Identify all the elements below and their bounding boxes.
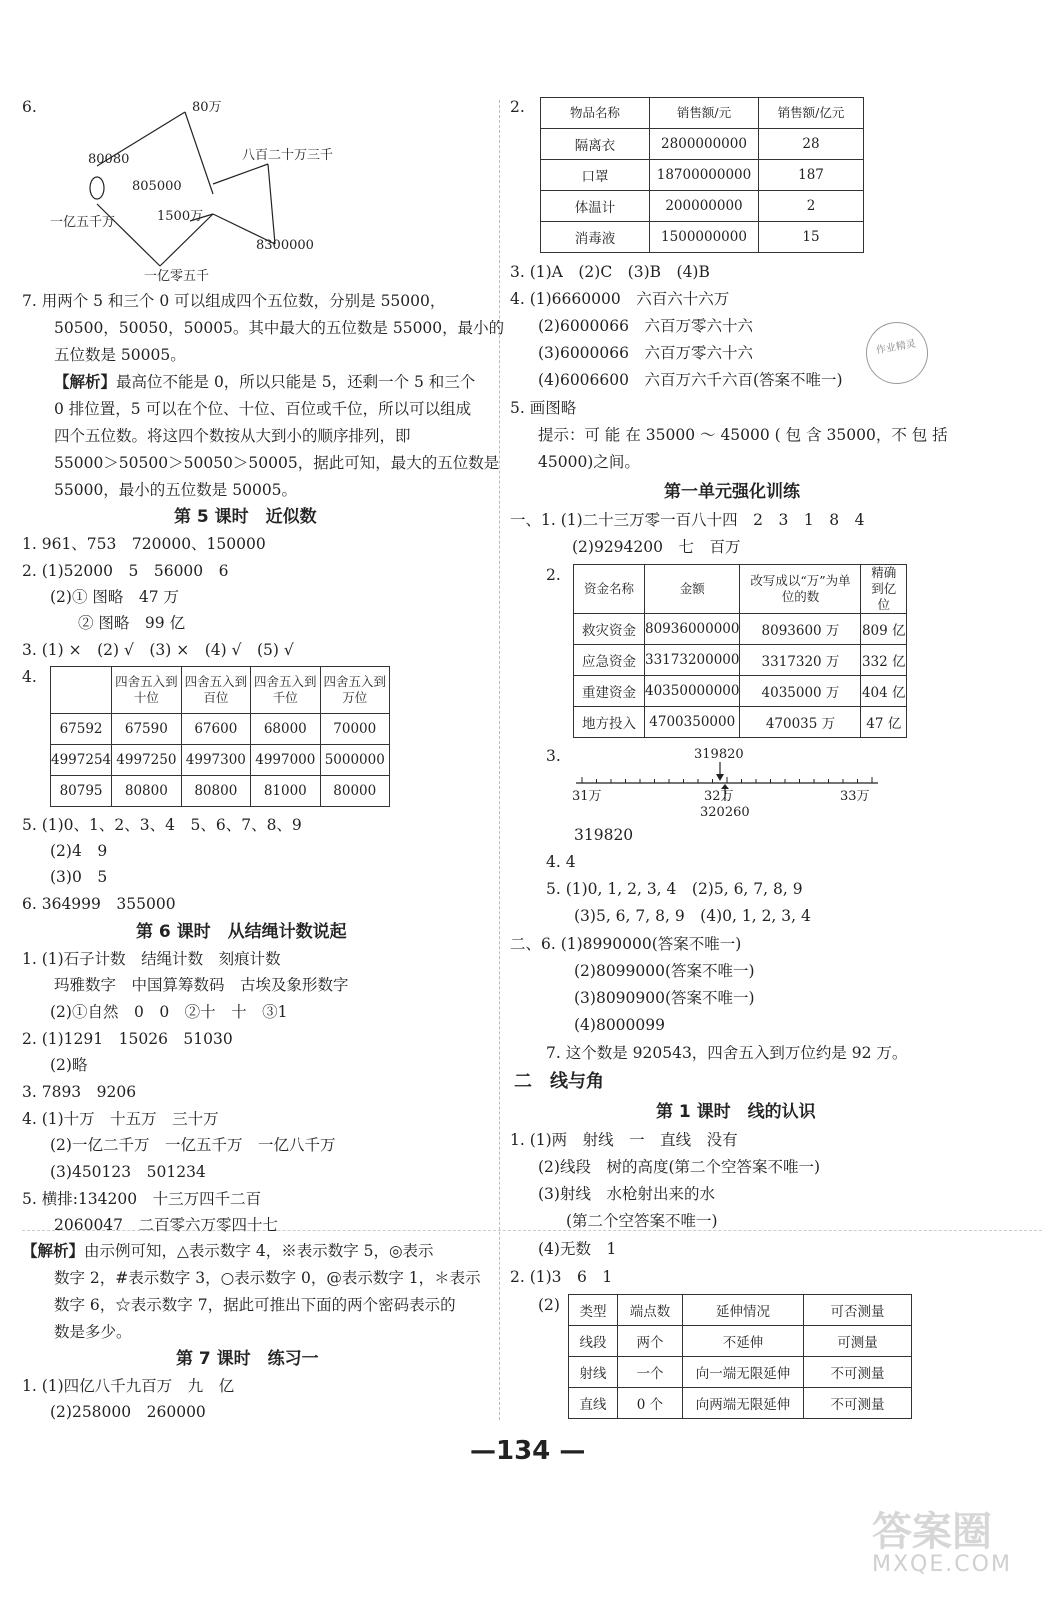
table-row: 射线 一个 向一端无限延伸 不可测量 (569, 1357, 912, 1388)
node-805000: 805000 (132, 179, 182, 194)
c-q1e: (4)无数 1 (538, 1240, 617, 1258)
r-q5c: 45000)之间。 (538, 453, 640, 471)
lesson6-heading: 第 6 课时 从结绳计数说起 (136, 922, 347, 942)
table-header-row: 物品名称 销售额/元 销售额/亿元 (541, 98, 864, 129)
node-80wan: 80万 (192, 100, 222, 115)
table-row: 隔离衣 2800000000 28 (541, 129, 864, 160)
sales-table (540, 97, 864, 253)
numline-right-label: 33万 (840, 789, 870, 804)
c-q1a: 1. (1)两 射线 一 直线 没有 (510, 1131, 738, 1149)
numline-bottom-label: 320260 (700, 805, 750, 820)
l5-q2c: ② 图略 99 亿 (78, 614, 186, 632)
analysis-1-line2: 0 排位置，5 可以在个位、十位、百位或千位，所以可以组成 (54, 400, 472, 418)
table-row: 体温计 200000000 2 (541, 191, 864, 222)
numline-left-label: 31万 (572, 789, 602, 804)
u-q5b: (3)5, 6, 7, 8, 9 (4)0, 1, 2, 3, 4 (574, 907, 811, 925)
analysis-1-line1: 【解析】最高位不能是 0，所以只能是 5，还剩一个 5 和三个 (54, 372, 476, 391)
numline-mid-label: 32万 (704, 789, 734, 804)
table-header-row: 类型 端点数 延伸情况 可否测量 (569, 1295, 912, 1326)
table-header-row: 四舍五入到十位 四舍五入到百位 四舍五入到千位 四舍五入到万位 (51, 667, 390, 714)
node-yiyiwuqianwan: 一亿五千万 (50, 215, 116, 230)
l7-q1b: (2)258000 260000 (50, 1403, 206, 1421)
l6-q4c: (3)450123 501234 (50, 1163, 206, 1181)
l5-q5a: 5. (1)0、1、2、3、4 5、6、7、8、9 (22, 816, 302, 834)
analysis-2-line2: 数字 2，#表示数字 3，○表示数字 0，@表示数字 1，＊表示 (54, 1269, 481, 1287)
table-row: 直线 0 个 向两端无限延伸 不可测量 (569, 1388, 912, 1419)
r-q4a: 4. (1)6660000 六百六十六万 (510, 290, 730, 308)
q7-line3: 五位数是 50005。 (54, 346, 186, 364)
l6-q2b: (2)略 (50, 1056, 88, 1074)
table-row: 线段 两个 不延伸 可测量 (569, 1326, 912, 1357)
column-divider (499, 100, 500, 1420)
number-line-ticks (582, 777, 872, 783)
l6-q4a: 4. (1)十万 十五万 三十万 (22, 1110, 219, 1128)
u-q5a: 5. (1)0, 1, 2, 3, 4 (2)5, 6, 7, 8, 9 (546, 880, 803, 898)
analysis-1-line5: 55000，最小的五位数是 50005。 (54, 481, 298, 499)
analysis-tag: 【解析】 (54, 372, 117, 391)
table-row: 80795 80800 80800 81000 80000 (51, 776, 390, 807)
lesson7-heading: 第 7 课时 练习一 (176, 1349, 319, 1369)
r-q4d: (4)6006600 六百万六千六百(答案不唯一) (538, 371, 843, 389)
u-q6c: (3)8090900(答案不唯一) (574, 989, 755, 1007)
l5-q6: 6. 364999 355000 (22, 895, 176, 913)
u-q7: 7. 这个数是 920543，四舍五入到万位约是 92 万。 (546, 1044, 908, 1062)
funds-table (573, 564, 907, 738)
table-row: 救灾资金 80936000000 8093600 万 809 亿 (574, 614, 907, 645)
node-8300000: 8300000 (256, 238, 314, 253)
arrow-top-head (716, 774, 724, 781)
u-q6a: 二、6. (1)8990000(答案不唯一) (510, 935, 742, 953)
l6-q5b: 2060047 二百零六万零四十七 (54, 1216, 279, 1234)
l6-q1c: (2)①自然 0 0 ②十 十 ③1 (50, 1003, 288, 1021)
analysis-2-line3: 数字 6，☆表示数字 7，据此可推出下面的两个密码表示的 (54, 1296, 456, 1314)
lesson5-heading: 第 5 课时 近似数 (174, 507, 317, 527)
u-q6b: (2)8099000(答案不唯一) (574, 962, 755, 980)
l5-q5b: (2)4 9 (50, 842, 108, 860)
analysis-2-line1: 【解析】由示例可知，△表示数字 4，※表示数字 5，◎表示 (22, 1241, 434, 1260)
node-babaiershiwansanqian: 八百二十万三千 (242, 148, 334, 163)
q6-label: 6. (22, 98, 37, 116)
c-q1c: (3)射线 水枪射出来的水 (538, 1185, 715, 1203)
table-row: 消毒液 1500000000 15 (541, 222, 864, 253)
diagram-line (97, 204, 160, 266)
analysis-1-line3: 四个五位数。将这四个数按从大到小的顺序排列，即 (54, 427, 411, 445)
watermark-url: MXQE.COM (872, 1552, 1012, 1577)
l5-q1: 1. 961、753 720000、150000 (22, 535, 266, 553)
u-q2: 2. (546, 566, 561, 584)
u-q4: 4. 4 (546, 853, 576, 871)
table-header-row: 资金名称 金额 改写成以“万”为单位的数 精确到亿位 (574, 565, 907, 614)
l6-q1b: 玛雅数字 中国算筹数码 古埃及象形数字 (54, 976, 349, 994)
diagram-line (268, 164, 275, 244)
table-row: 口罩 18700000000 187 (541, 160, 864, 191)
page-number: —134 — (470, 1436, 586, 1466)
u-q3: 3. (546, 747, 561, 765)
node-80080: 80080 (88, 152, 130, 167)
unit1-heading: 第一单元强化训练 (664, 482, 800, 502)
l6-q4b: (2)一亿二千万 一亿五千万 一亿八千万 (50, 1136, 336, 1154)
analysis-tag: 【解析】 (22, 1241, 85, 1260)
l6-q3: 3. 7893 9206 (22, 1083, 137, 1101)
r-q3: 3. (1)A (2)C (3)B (4)B (510, 263, 710, 281)
table-row: 重建资金 40350000000 4035000 万 404 亿 (574, 676, 907, 707)
analysis-2-line4: 数是多少。 (54, 1323, 132, 1341)
c-q1d: (第二个空答案不唯一) (566, 1212, 718, 1230)
c-q1b: (2)线段 树的高度(第二个空答案不唯一) (538, 1158, 821, 1176)
q7-line2: 50500，50050，50005。其中最大的五位数是 55000，最小的 (54, 319, 505, 337)
node-1500wan: 1500万 (157, 209, 204, 224)
analysis-1-line4: 55000＞50500＞50050＞50005，据此可知，最大的五位数是 (54, 454, 500, 472)
lines-table (568, 1294, 912, 1419)
u-q3-answer: 319820 (574, 826, 634, 844)
r-q5b: 提示：可 能 在 35000 ～ 45000 ( 包 含 35000，不 包 括 (538, 426, 948, 444)
l6-q2a: 2. (1)1291 15026 51030 (22, 1030, 233, 1048)
homework-stamp: 作业精灵 (861, 317, 933, 389)
u-q1b: (2)9294200 七 百万 (572, 538, 741, 556)
c-q2b: (2) (538, 1296, 560, 1314)
l6-q5a: 5. 横排:134200 十三万四千二百 (22, 1190, 262, 1208)
numline-top-label: 319820 (694, 747, 744, 762)
diagram-line (185, 112, 213, 194)
l5-q5c: (3)0 5 (50, 868, 108, 886)
table-row: 地方投入 4700350000 470035 万 47 亿 (574, 707, 907, 738)
ch2-lesson1-heading: 第 1 课时 线的认识 (656, 1102, 816, 1122)
table-row: 4997254 4997250 4997300 4997000 5000000 (51, 745, 390, 776)
diagram-oval (90, 177, 104, 199)
table-row: 应急资金 33173200000 3317320 万 332 亿 (574, 645, 907, 676)
watermark-logo: 答案圈 (872, 1509, 992, 1555)
l6-q1a: 1. (1)石子计数 结绳计数 刻痕计数 (22, 950, 281, 968)
diagram-line (213, 164, 268, 184)
r-q4b: (2)6000066 六百万零六十六 (538, 317, 753, 335)
l5-q2a: 2. (1)52000 5 56000 6 (22, 562, 229, 580)
q2-label: 2. (510, 98, 525, 116)
matching-diagram (50, 96, 390, 286)
node-yiyilingwuqian: 一亿零五千 (144, 269, 210, 284)
l5-q3: 3. (1) × (2) √ (3) × (4) √ (5) √ (22, 641, 294, 659)
l5-q2b: (2)① 图略 47 万 (50, 588, 180, 606)
l5-q4: 4. (22, 668, 37, 686)
l7-q1a: 1. (1)四亿八千九百万 九 亿 (22, 1377, 235, 1395)
c-q2a: 2. (1)3 6 1 (510, 1268, 613, 1286)
number-line (570, 744, 890, 822)
u-q1a: 一、1. (1)二十三万零一百八十四 2 3 1 8 4 (510, 511, 865, 529)
chapter2-heading: 二 线与角 (514, 1071, 604, 1092)
r-q5a: 5. 画图略 (510, 399, 577, 417)
r-q4c: (3)6000066 六百万零六十六 (538, 344, 753, 362)
rounding-table (50, 666, 390, 807)
q7-line1: 7. 用两个 5 和三个 0 可以组成四个五位数，分别是 55000， (22, 292, 446, 310)
table-row: 67592 67590 67600 68000 70000 (51, 714, 390, 745)
u-q6d: (4)8000099 (574, 1016, 665, 1034)
